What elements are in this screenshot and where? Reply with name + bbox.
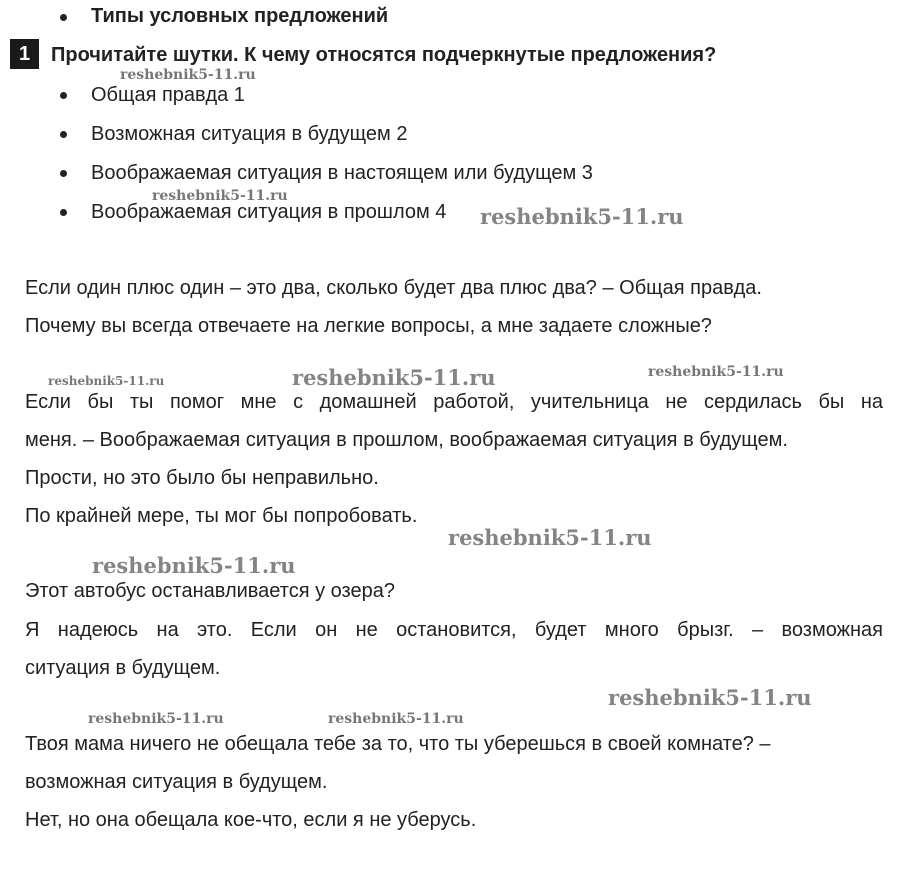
exercise-number: 1 <box>10 39 39 69</box>
text-line: меня. – Воображаемая ситуация в прошлом, воображаемая ситуация в будущем. <box>25 429 788 451</box>
watermark: reshebnik5-11.ru <box>92 553 296 578</box>
type-item: Воображаемая ситуация в прошлом 4 <box>91 201 447 223</box>
watermark: reshebnik5-11.ru <box>448 525 652 550</box>
watermark: reshebnik5-11.ru <box>480 204 684 229</box>
watermark: reshebnik5-11.ru <box>88 711 224 727</box>
text-line: Прости, но это было бы неправильно. <box>25 467 379 489</box>
section-title: Типы условных предложений <box>91 5 389 27</box>
watermark: reshebnik5-11.ru <box>608 685 812 710</box>
text-line: Я надеюсь на это. Если он не остановится, будет много брызг. – возможная <box>25 619 883 641</box>
watermark: reshebnik5-11.ru <box>120 67 256 83</box>
bullet-icon <box>60 170 67 177</box>
watermark: reshebnik5-11.ru <box>152 188 288 204</box>
type-item: Воображаемая ситуация в настоящем или будущем 3 <box>91 162 593 184</box>
exercise-instruction: Прочитайте шутки. К чему относятся подчеркнутые предложения? <box>51 44 717 66</box>
text-line: Этот автобус останавливается у озера? <box>25 580 395 602</box>
text-line: возможная ситуация в будущем. <box>25 771 328 793</box>
text-line: Твоя мама ничего не обещала тебе за то, что ты уберешься в своей комнате? – <box>25 733 771 755</box>
watermark: reshebnik5-11.ru <box>648 364 784 380</box>
watermark: reshebnik5-11.ru <box>328 711 464 727</box>
bullet-icon <box>60 92 67 99</box>
text-line: Нет, но она обещала кое-что, если я не уберусь. <box>25 809 477 831</box>
type-item: Общая правда 1 <box>91 84 245 106</box>
watermark: reshebnik5-11.ru <box>48 374 165 388</box>
text-line: Если один плюс один – это два, сколько будет два плюс два? – Общая правда. <box>25 277 762 299</box>
bullet-icon <box>60 14 67 21</box>
text-line: ситуация в будущем. <box>25 657 221 679</box>
watermark: reshebnik5-11.ru <box>292 365 496 390</box>
bullet-icon <box>60 209 67 216</box>
bullet-icon <box>60 131 67 138</box>
text-line: По крайней мере, ты мог бы попробовать. <box>25 505 418 527</box>
type-item: Возможная ситуация в будущем 2 <box>91 123 408 145</box>
text-line: Если бы ты помог мне с домашней работой, учительница не сердилась бы на <box>25 391 883 413</box>
text-line: Почему вы всегда отвечаете на легкие вопросы, а мне задаете сложные? <box>25 315 712 337</box>
